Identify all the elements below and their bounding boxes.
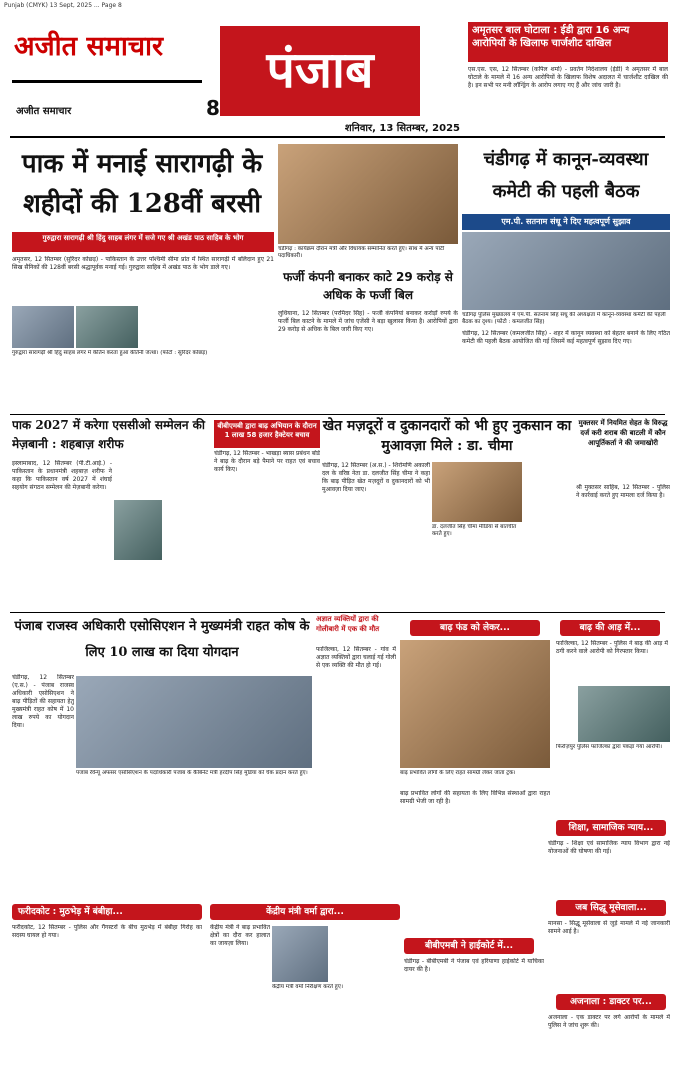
story-flood-fund-headline: बाढ़ फंड को लेकर... — [410, 620, 540, 636]
print-meta-line: Punjab (CMYK) 13 Sept, 2025 ... Page 8 — [4, 2, 122, 9]
story-education-body: चंडीगढ़ - शिक्षा एवं सामाजिक न्याय विभाग द्वारा नई योजनाओं की घोषणा की गई। — [548, 840, 670, 855]
publish-date: शनिवार, 13 सितम्बर, 2025 — [344, 123, 460, 134]
story-bbmb-body: चंडीगढ़, 12 सितम्बर - भाखड़ा ब्यास प्रबंधन बोर्ड ने बाढ़ के दौरान बड़े पैमाने पर राहत एवं बचाव कार्य किए। — [214, 450, 320, 473]
story-ajnala-headline: अजनाला : डाक्टर पर... — [556, 994, 666, 1010]
story-ajnala-body: अजनाला - एक डाक्टर पर लगे आरोपों के मामले में पुलिस ने जांच शुरू की। — [548, 1014, 670, 1029]
saragarhi-photo — [12, 306, 74, 348]
story-farmers-headline: खेत मज़दूरों व दुकानदारों को भी हुए नुकसान का मुआवज़ा मिले : डा. चीमा — [322, 418, 572, 454]
story-revenue-headline: पंजाब राजस्व अधिकारी एसोसिएशन ने मुख्यमंत्री राहत कोष के लिए 10 लाख का दिया योगदान — [14, 619, 310, 660]
revenue-cheque-photo — [76, 676, 312, 768]
story-sidhu-headline: जब सिद्धू मूसेवाला... — [556, 900, 666, 916]
flood-aid-photo-caption: फिरोज़पुर पुलिस फाजिल्का द्वारा पकड़ा गया आरोपी। — [556, 744, 670, 762]
story-bbmb-hc-body: चंडीगढ़ - बीबीएमबी ने पंजाब एवं हरियाणा हाईकोर्ट में याचिका दायर की है। — [404, 958, 544, 973]
story-fake-company-headline: फर्जी कंपनी बनाकर काटे 29 करोड़ से अधिक के फर्जी बिल — [283, 270, 453, 302]
story-chandigarh-headline: चंडीगढ़ में कानून-व्यवस्था कमेटी की पहली बैठक — [483, 149, 649, 202]
chandigarh-meeting-photo — [462, 232, 670, 310]
flood-truck-photo — [400, 640, 550, 768]
cheema-photo — [432, 462, 522, 522]
chandigarh-photo-caption: चंडीगढ़ पुलिस मुख्यालय में एम.पी. सतनाम सिंह संधू की अध्यक्षता में कानून-व्यवस्था कमेटी की पहली बैठक का दृश्य। (फोटो : कमलजीत सिंह) — [462, 312, 670, 328]
story-faridkot-headline: फरीदकोट : मुठभेड़ में बंबीहा... — [12, 904, 202, 920]
story-saragarhi-body: अमृतसर, 12 सितम्बर (सुरिंदर कोछड़) - पाकिस्तान के उत्तर पश्चिमी सीमा प्रांत में स्थित सारागढ़ी में बलिदान हुए 21 सिख सैनिकों की 128वीं बरसी श्रद्धापूर्वक मनाई गई। गुरुद्वारा साहिब में अखंड पाठ के भोग डाले गए। — [12, 256, 274, 271]
story-central-minister-body-2 — [330, 924, 400, 984]
story-flood-fund-body: बाढ़ प्रभावित लोगों की सहायता के लिए विभिन्न संस्थाओं द्वारा राहत सामग्री भेजी जा रही है। — [400, 790, 550, 805]
header-divider — [10, 136, 665, 138]
story-top-right-headline: अमृतसर बाल घोटाला : ईडी द्वारा 16 अन्य आरोपियों के खिलाफ चार्जशीट दाखिल — [468, 22, 668, 62]
story-sidhu-body: मानसा - सिद्धू मूसेवाला से जुड़े मामले में नई जानकारी सामने आई है। — [548, 920, 670, 935]
center-event-photo — [278, 144, 458, 244]
story-bbmb-hc-headline: बीबीएमबी ने हाईकोर्ट में... — [404, 938, 534, 954]
story-saragarhi-headline: पाक में मनाई सारागढ़ी के शहीदों की 128वीं बरसी — [21, 149, 263, 219]
story-central-minister-body: केंद्रीय मंत्री ने बाढ़ प्रभावित क्षेत्रों का दौरा कर हालात का जायज़ा लिया। — [210, 924, 270, 947]
saragarhi-photo-2 — [76, 306, 138, 348]
central-minister-caption: केंद्रीय मंत्री वर्मा निरीक्षण करते हुए। — [272, 984, 400, 998]
page-number: 8 — [206, 96, 220, 120]
cheema-photo-caption: डा. दलजीत सिंह चीमा मीडिया से बातचीत करते हुए। — [432, 524, 522, 540]
story-bbmb-headline: बीबीएमबी द्वारा बाढ़ अभियान के दौरान 1 लाख 58 हजार हैक्टेयर बचाव — [214, 420, 320, 448]
central-minister-photo — [272, 926, 328, 982]
story-revenue-body: चंडीगढ़, 12 सितम्बर (ए.स.) - पंजाब राजस्व अधिकारी एसोसिएशन ने बाढ़ पीड़ितों की सहायता हेतु मुख्यमंत्री राहत कोष में 10 लाख रुपये का योगदान दिया। — [12, 674, 74, 729]
newspaper-name-small: अजीत समाचार — [16, 106, 72, 117]
story-chandigarh-body: चंडीगढ़, 12 सितम्बर (कमलजीत सिंह) - शहर में कानून व्यवस्था को बेहतर बनाने के लिए गठित कमेटी की पहली बैठक आयोजित की गई जिसमें कई महत्वपूर्ण सुझाव दिए गए। — [462, 330, 670, 345]
story-saragarhi-body-2 — [140, 306, 274, 348]
flood-photo-caption: बाढ़ प्रभावित लोगों के लिए राहत सामग्री लेकर जाता ट्रक। — [400, 770, 550, 786]
story-education-headline: शिक्षा, सामाजिक न्याय... — [556, 820, 666, 836]
story-fake-company-body: लुधियाना, 12 सितम्बर (परमिंदर सिंह) - फर्जी कंपनियां बनाकर करोड़ों रुपये के फर्जी बिल काटने के मामले में जांच एजेंसी ने बड़ा खुलासा किया है। आरोपियों द्वारा 29 करोड़ से अधिक के बिल जारी किए गए। — [278, 310, 458, 333]
story-faridkot-body: फरीदकोट, 12 सितम्बर - पुलिस और गैंगस्टरों के बीच मुठभेड़ में बंबीहा गिरोह का सदस्य घायल हो गया। — [12, 924, 202, 939]
story-top-right-body: एस.एस. एस, 12 सितम्बर (कपिल शर्मा) - प्रवर्तन निदेशालय (ईडी) ने अमृतसर में बाल घोटाले के मामले में 16 अन्य आरोपियों के खिलाफ विशेष अदालत में चार्जशीट दाखिल की है। इन सभी पर मनी लॉन्ड्रिंग के आरोप लगाए गए हैं और जांच जारी है। — [468, 66, 668, 89]
revenue-photo-caption: पंजाब रेवेन्यू अफसर एसोसिएशन के पदाधिकारी पंजाब के कैबिनेट मंत्री हरदीप सिंह मुंडियां को चेक प्रदान करते हुए। — [76, 770, 312, 788]
story-chandigarh-banner: एम.पी. सतनाम संधू ने दिए महत्वपूर्ण सुझाव — [462, 214, 670, 230]
center-photo-caption: चंडीगढ़ : कार्यक्रम दौरान मंत्री और विधायक सम्मानित करते हुए। साथ में अन्य पार्टी पदाधिकारी। — [278, 246, 458, 264]
section-divider-2 — [10, 612, 665, 613]
story-farmers-body-2 — [524, 462, 572, 602]
story-flood-aid-body: फाजिल्का, 12 सितम्बर - पुलिस ने बाढ़ की आड़ में ठगी करने वाले आरोपी को गिरफ्तार किया। — [556, 640, 668, 655]
story-revenue-body-2 — [76, 792, 312, 900]
story-sco-body: इस्लामाबाद, 12 सितम्बर (पी.टी.आई.) - पाकिस्तान के प्रधानमंत्री शहबाज़ शरीफ ने कहा कि पाकिस्तान वर्ष 2027 में शंघाई सहयोग संगठन सम्मेलन की मेज़बानी करेगा। — [12, 460, 112, 491]
story-sco-headline: पाक 2027 में करेगा एससीओ सम्मेलन की मेज़बानी : शहबाज़ शरीफ — [12, 418, 206, 451]
story-police-raid-body: श्री मुक्तसर साहिब, 12 सितम्बर - पुलिस ने कार्रवाई करते हुए मामला दर्ज किया है। — [576, 484, 670, 499]
story-flood-aid-headline: बाढ़ की आड़ में... — [560, 620, 660, 636]
section-divider-1 — [10, 414, 665, 415]
story-central-minister-headline: केंद्रीय मंत्री वर्मा द्वारा... — [210, 904, 400, 920]
story-saragarhi-banner: गुरुद्वारा सारागढ़ी श्री हिंदु साहब लंगर में सजे गए श्री अखंड पाठ साहिब के भोग — [12, 232, 274, 252]
story-sco-body-2 — [164, 460, 212, 614]
section-title: पंजाब — [220, 26, 420, 116]
story-farmers-body: चंडीगढ़, 12 सितम्बर (अ.स.) - शिरोमणि अकाली दल के वरिष्ठ नेता डा. दलजीत सिंह चीमा ने कहा कि बाढ़ पीड़ित खेत मज़दूरों व दुकानदारों को भी मुआवज़ा दिया जाए। — [322, 462, 430, 493]
newspaper-name: अजीत समाचार — [14, 31, 164, 62]
masthead-rule — [12, 80, 202, 83]
saragarhi-photo-caption: गुरुद्वारा सारागढ़ी श्री हिंदु साहब लंगर में कीर्तन करता हुआ कीर्तनी जत्था। (फोटो : सुरिंदर कोछड़) — [12, 350, 274, 366]
flood-aid-photo — [578, 686, 670, 742]
shehbaz-sharif-photo — [114, 500, 162, 560]
story-shooting-body: फाजिल्का, 12 सितम्बर - गांव में अज्ञात व्यक्तियों द्वारा चलाई गई गोली से एक व्यक्ति की मौत हो गई। — [316, 646, 396, 669]
story-police-raid-headline: मुक्तसर में नियमित सेहत के विरुद्ध दर्ज करी शराब की बाटली में कौन आपूर्तिकर्ता ने की जमाखोरी — [578, 418, 668, 447]
story-shooting-headline: अज्ञात व्यक्तियों द्वारा की गोलीबारी में एक की मौत — [316, 615, 380, 633]
